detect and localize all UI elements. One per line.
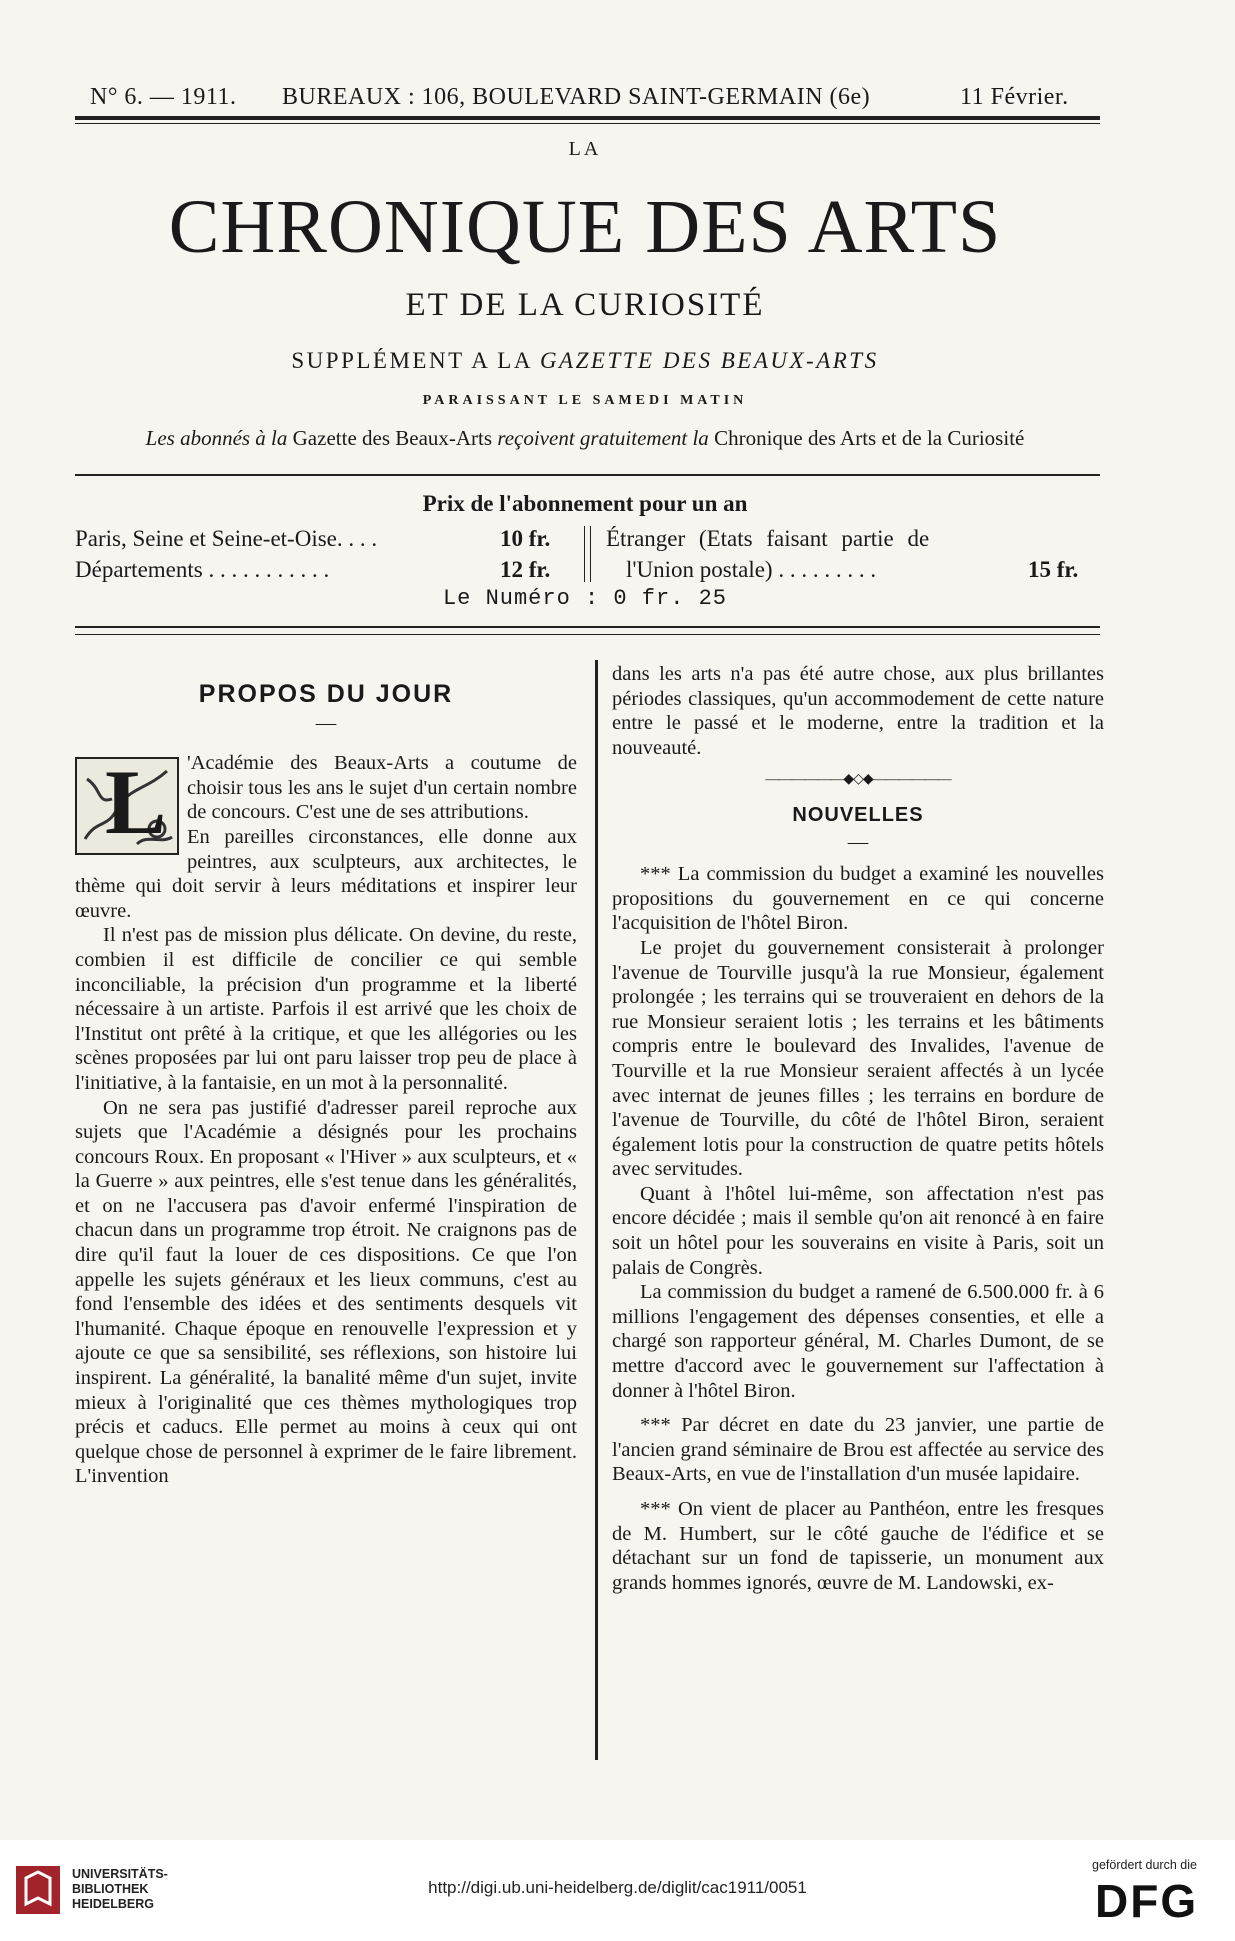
masthead-subtitle: ET DE LA CURIOSITÉ <box>405 287 765 323</box>
funded-by: gefördert durch die <box>1092 1858 1197 1872</box>
foreign-label-2: l'Union postale) . . . . . . . . . <box>626 557 877 582</box>
masthead-rule <box>75 474 1100 476</box>
propos-p3: On ne sera pas justifié d'adresser pareil reproche aux sujets que l'Académie a désignés pour les prochains concours Roux. En proposant « l'Hiver » aux sculpteurs, et « la Guerre » aux peintres, elle s'est tenue dans les généralités, et on ne l'accusera pas d'avoir enfermé l'inspiration de chacun dans un programme trop étroit. Ne craignons pas de dire qu'il faut la louer de ces dispositions. Ce que l'on appelle les sujets généraux et les lieux communs, c'est au fond l'ensemble des idées et des sentiments desquels vit l'humanité. Chaque époque en renouvelle l'expression et y ajoute ce que sa sensibilité, ses réflexions, son histoire lui inspirent. La généralité, la banalité même d'un sujet, invite mieux à l'originalité que ces thèmes mythologiques trop précis et caducs. Elle permet au moins à ceux qui ont quelque chose de personnel à exprimer de le faire librement. L'invention <box>75 1096 577 1488</box>
dfg-logo: DFG <box>1095 1875 1199 1927</box>
paris-label: Paris, Seine et Seine-et-Oise. . . . <box>75 526 378 551</box>
left-column <box>75 682 577 1489</box>
propos-dash: — <box>315 711 337 734</box>
news-1-p2: Le projet du gouvernement consisterait à prolonger l'avenue de Tourville jusqu'à la rue Monsieur, également prolongée ; les terrains qui se trouveraient en dehors de la rue Monsieur seraient lotis ; les terrains et les bâtiments compris entre le boulevard des Invalides, l'avenue de Tourville et la rue Monsieur seraient affectés à un lycée avec internat de jeunes filles ; les terrains en bordure de l'avenue de Tourville, du côté de l'hôtel Biron, seraient également lotis pour la construction de quatre petits hôtels avec servitudes. <box>612 936 1104 1181</box>
header-rule <box>75 116 1100 120</box>
publication-schedule: PARAISSANT LE SAMEDI MATIN <box>422 393 748 408</box>
propos-p1-first: 'Académie des Beaux-Arts a coutume de choisir tous les ans le sujet d'un certain nombre de concours. C'est une de ses attributions. <box>187 752 577 824</box>
subscriber-note-4: Chronique des Arts et de la Curiosité <box>708 426 1025 450</box>
subscriber-note-3: reçoivent gratuitement la <box>497 426 709 450</box>
news-item-2 <box>612 1413 1104 1487</box>
right-column <box>612 662 1104 1595</box>
propos-p1-rest: En pareilles circonstances, elle donne aux peintres, aux sculpteurs, aux architectes, le thème qui doit servir à leurs méditations et inspirer leur œuvre. <box>75 825 577 922</box>
departements-price: 12 fr. <box>500 557 551 582</box>
subscriber-note-1: Les abonnés à la <box>145 426 288 450</box>
news-1-p4: La commission du budget a ramené de 6.500.000 fr. à 6 millions l'engagement des dépenses consenties, et elle a chargé son rapporteur général, M. Charles Dumont, de se mettre d'accord avec le gouvernement sur l'affectation à donner à l'hôtel Biron. <box>612 1281 1104 1402</box>
supplement-prefix: SUPPLÉMENT A LA <box>291 348 540 373</box>
propos-heading: PROPOS DU JOUR <box>198 680 454 708</box>
library-name-1: UNIVERSITÄTS- <box>72 1867 168 1881</box>
news-1-p3: Quant à l'hôtel lui-même, son affectation n'est pas encore décidée ; mais il semble qu'on ait renoncé à en faire soit un hôtel pour les souverains en visite à Paris, soit un palais de Congrès. <box>612 1182 1104 1279</box>
paris-price: 10 fr. <box>500 526 551 551</box>
office-address: BUREAUX : 106, BOULEVARD SAINT-GERMAIN (6e) <box>282 84 871 110</box>
issue-number: N° 6. — 1911. <box>90 84 237 110</box>
library-name-3: HEIDELBERG <box>72 1897 154 1911</box>
subscriber-note-2: Gazette des Beaux-Arts <box>287 426 498 450</box>
supplement-line <box>70 348 1100 374</box>
nouvelles-dash: — <box>847 830 869 853</box>
subscriber-note <box>70 426 1100 451</box>
single-issue-price: Le Numéro : 0 fr. 25 <box>442 586 728 611</box>
asterism-2: *** <box>640 1414 682 1437</box>
nouvelles-heading: NOUVELLES <box>792 803 924 826</box>
propos-p2: Il n'est pas de mission plus délicate. On devine, du reste, combien il est difficile de concilier ce qui semble inconciliable, la précision d'un programme et la liberté nécessaire à un artiste. Parfois il est arrivé que les choix de l'Institut ont prêté à la critique, et que les allégories ou les scènes proposées par lui ont paru laisser trop peu de place à l'initiative, à la fantaisie, en un mot à la personnalité. <box>75 924 577 1094</box>
news-1-text: La commission du budget a examiné les nouvelles propositions du gouvernement en ce qui concerne l'acquisition de l'hôtel Biron. <box>612 863 1104 935</box>
news-3-text: On vient de placer au Panthéon, entre les fresques de M. Humbert, sur le côté gauche de l'édifice et se détachant sur un fond de tapisserie, un monument aux grands hommes ignorés, œuvre de M. Landowski, ex- <box>612 1498 1104 1594</box>
price-divider-2 <box>590 526 591 582</box>
departements-label: Départements . . . . . . . . . . . <box>75 557 330 582</box>
subscription-rule-2 <box>75 634 1100 635</box>
drop-cap-ornament <box>75 751 179 855</box>
subscription-rule-1 <box>75 626 1100 628</box>
asterism-3: *** <box>640 1498 678 1520</box>
asterism-1: *** <box>640 863 678 886</box>
foreign-price: 15 fr. <box>1028 557 1079 582</box>
masthead-title: CHRONIQUE DES ARTS <box>168 185 1002 269</box>
library-name-2: BIBLIOTHEK <box>72 1882 149 1896</box>
subscription-heading: Prix de l'abonnement pour un an <box>422 491 748 516</box>
header-rule-thin <box>75 123 1100 124</box>
gazette-title: GAZETTE DES BEAUX-ARTS <box>539 348 879 373</box>
drop-cap-letter: L <box>105 751 167 854</box>
column-divider <box>595 660 598 1760</box>
foreign-label-1: Étranger (Etats faisant partie de <box>606 526 930 551</box>
masthead-la: LA <box>568 138 602 160</box>
source-url[interactable]: http://digi.ub.uni-heidelberg.de/diglit/cac1911/0051 <box>428 1878 807 1897</box>
issue-date: 11 Février. <box>960 84 1069 110</box>
section-ornament: ——————◆◇◆—————— <box>765 772 951 788</box>
news-item-3 <box>612 1497 1104 1595</box>
news-2-text: Par décret en date du 23 janvier, une partie de l'ancien grand séminaire de Brou est affectée au service des Beaux-Arts, en vue de l'installation d'un musée lapidaire. <box>612 1414 1104 1486</box>
propos-continued: dans les arts n'a pas été autre chose, aux plus brillantes périodes classiques, qu'un accommodement de cette nature entre le passé et le moderne, entre la tradition et la nouveauté. <box>612 663 1104 759</box>
news-item-1 <box>612 862 1104 936</box>
price-divider-1 <box>584 526 585 582</box>
